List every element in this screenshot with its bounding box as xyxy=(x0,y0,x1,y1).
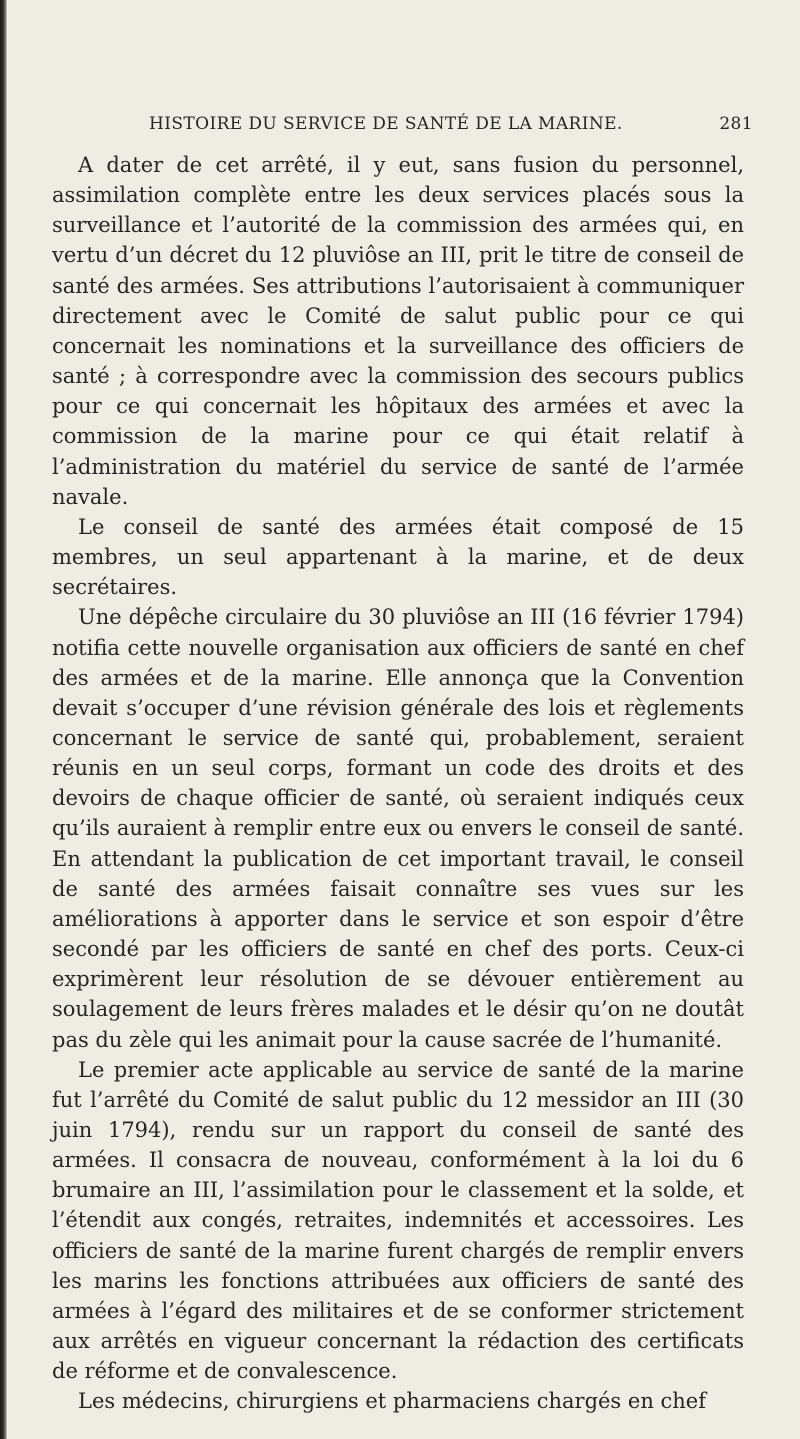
paragraph: Les médecins, chirurgiens et pharmaciens chargés en chef xyxy=(78,1389,707,1414)
running-header xyxy=(149,114,753,146)
paragraph: Le conseil de santé des armées était composé de 15 membres, un seul appartenant à la marine, et de deux secrétaires. xyxy=(52,514,744,600)
body-text xyxy=(52,150,744,1417)
paragraph: Le premier acte applicable au service de santé de la marine fut l’arrêté du Comité de salut public du 12 messidor an III (30 juin 1794), rendu sur un rapport du conseil de santé des armées. Il consacra de nouveau, conformément à la loi du 6 brumaire an III, l’assimilation pour le classement et la solde, et l’étendit aux congés, retraites, indemnités et accessoires. Les officiers de santé de la marine furent chargés de remplir envers les marins les fonctions attribuées aux officiers de santé des armées à l’égard des militaires et de se conformer strictement aux arrêtés en vigueur concernant la rédaction des certificats de réforme et de convalescence. xyxy=(52,1057,744,1384)
page-number: 281 xyxy=(719,114,753,134)
paragraph: Une dépêche circulaire du 30 pluviôse an III (16 février 1794) notifia cette nouvelle organisation aux officiers de santé en chef des armées et de la marine. Elle annonça que la Convention devait s’occuper d’une révision générale des lois et règlements concernant le service de santé qui, probablement, seraient réunis en un seul corps, formant un code des droits et des devoirs de chaque officier de santé, où seraient indiqués ceux qu’ils auraient à remplir entre eux ou envers le conseil de santé. En attendant la publication de cet important travail, le conseil de santé des armées faisait connaître ses vues sur les améliorations à apporter dans le service et son espoir d’être secondé par les officiers de santé en chef des ports. Ceux-ci exprimèrent leur résolution de se dévouer entièrement au soulagement de leurs frères malades et le désir qu’on ne doutât pas du zèle qui les animait pour la cause sacrée de l’humanité. xyxy=(52,605,744,1052)
running-title: HISTOIRE DU SERVICE DE SANTÉ DE LA MARINE. xyxy=(149,114,623,134)
paragraph: A dater de cet arrêté, il y eut, sans fusion du personnel, assimilation complète entre les deux services placés sous la surveillance et l’autorité de la commission des armées qui, en vertu d’un décret du 12 pluviôse an III, prit le titre de conseil de santé des armées. Ses attributions l’autorisaient à communiquer directement avec le Comité de salut public pour ce qui concernait les nominations et la surveillance des officiers de santé ; à correspondre avec la commission des secours publics pour ce qui concernait les hôpitaux des armées et avec la commission de la marine pour ce qui était relatif à l’administration du matériel du service de santé de l’armée navale. xyxy=(52,153,744,509)
page-edge-shadow xyxy=(0,0,7,1439)
